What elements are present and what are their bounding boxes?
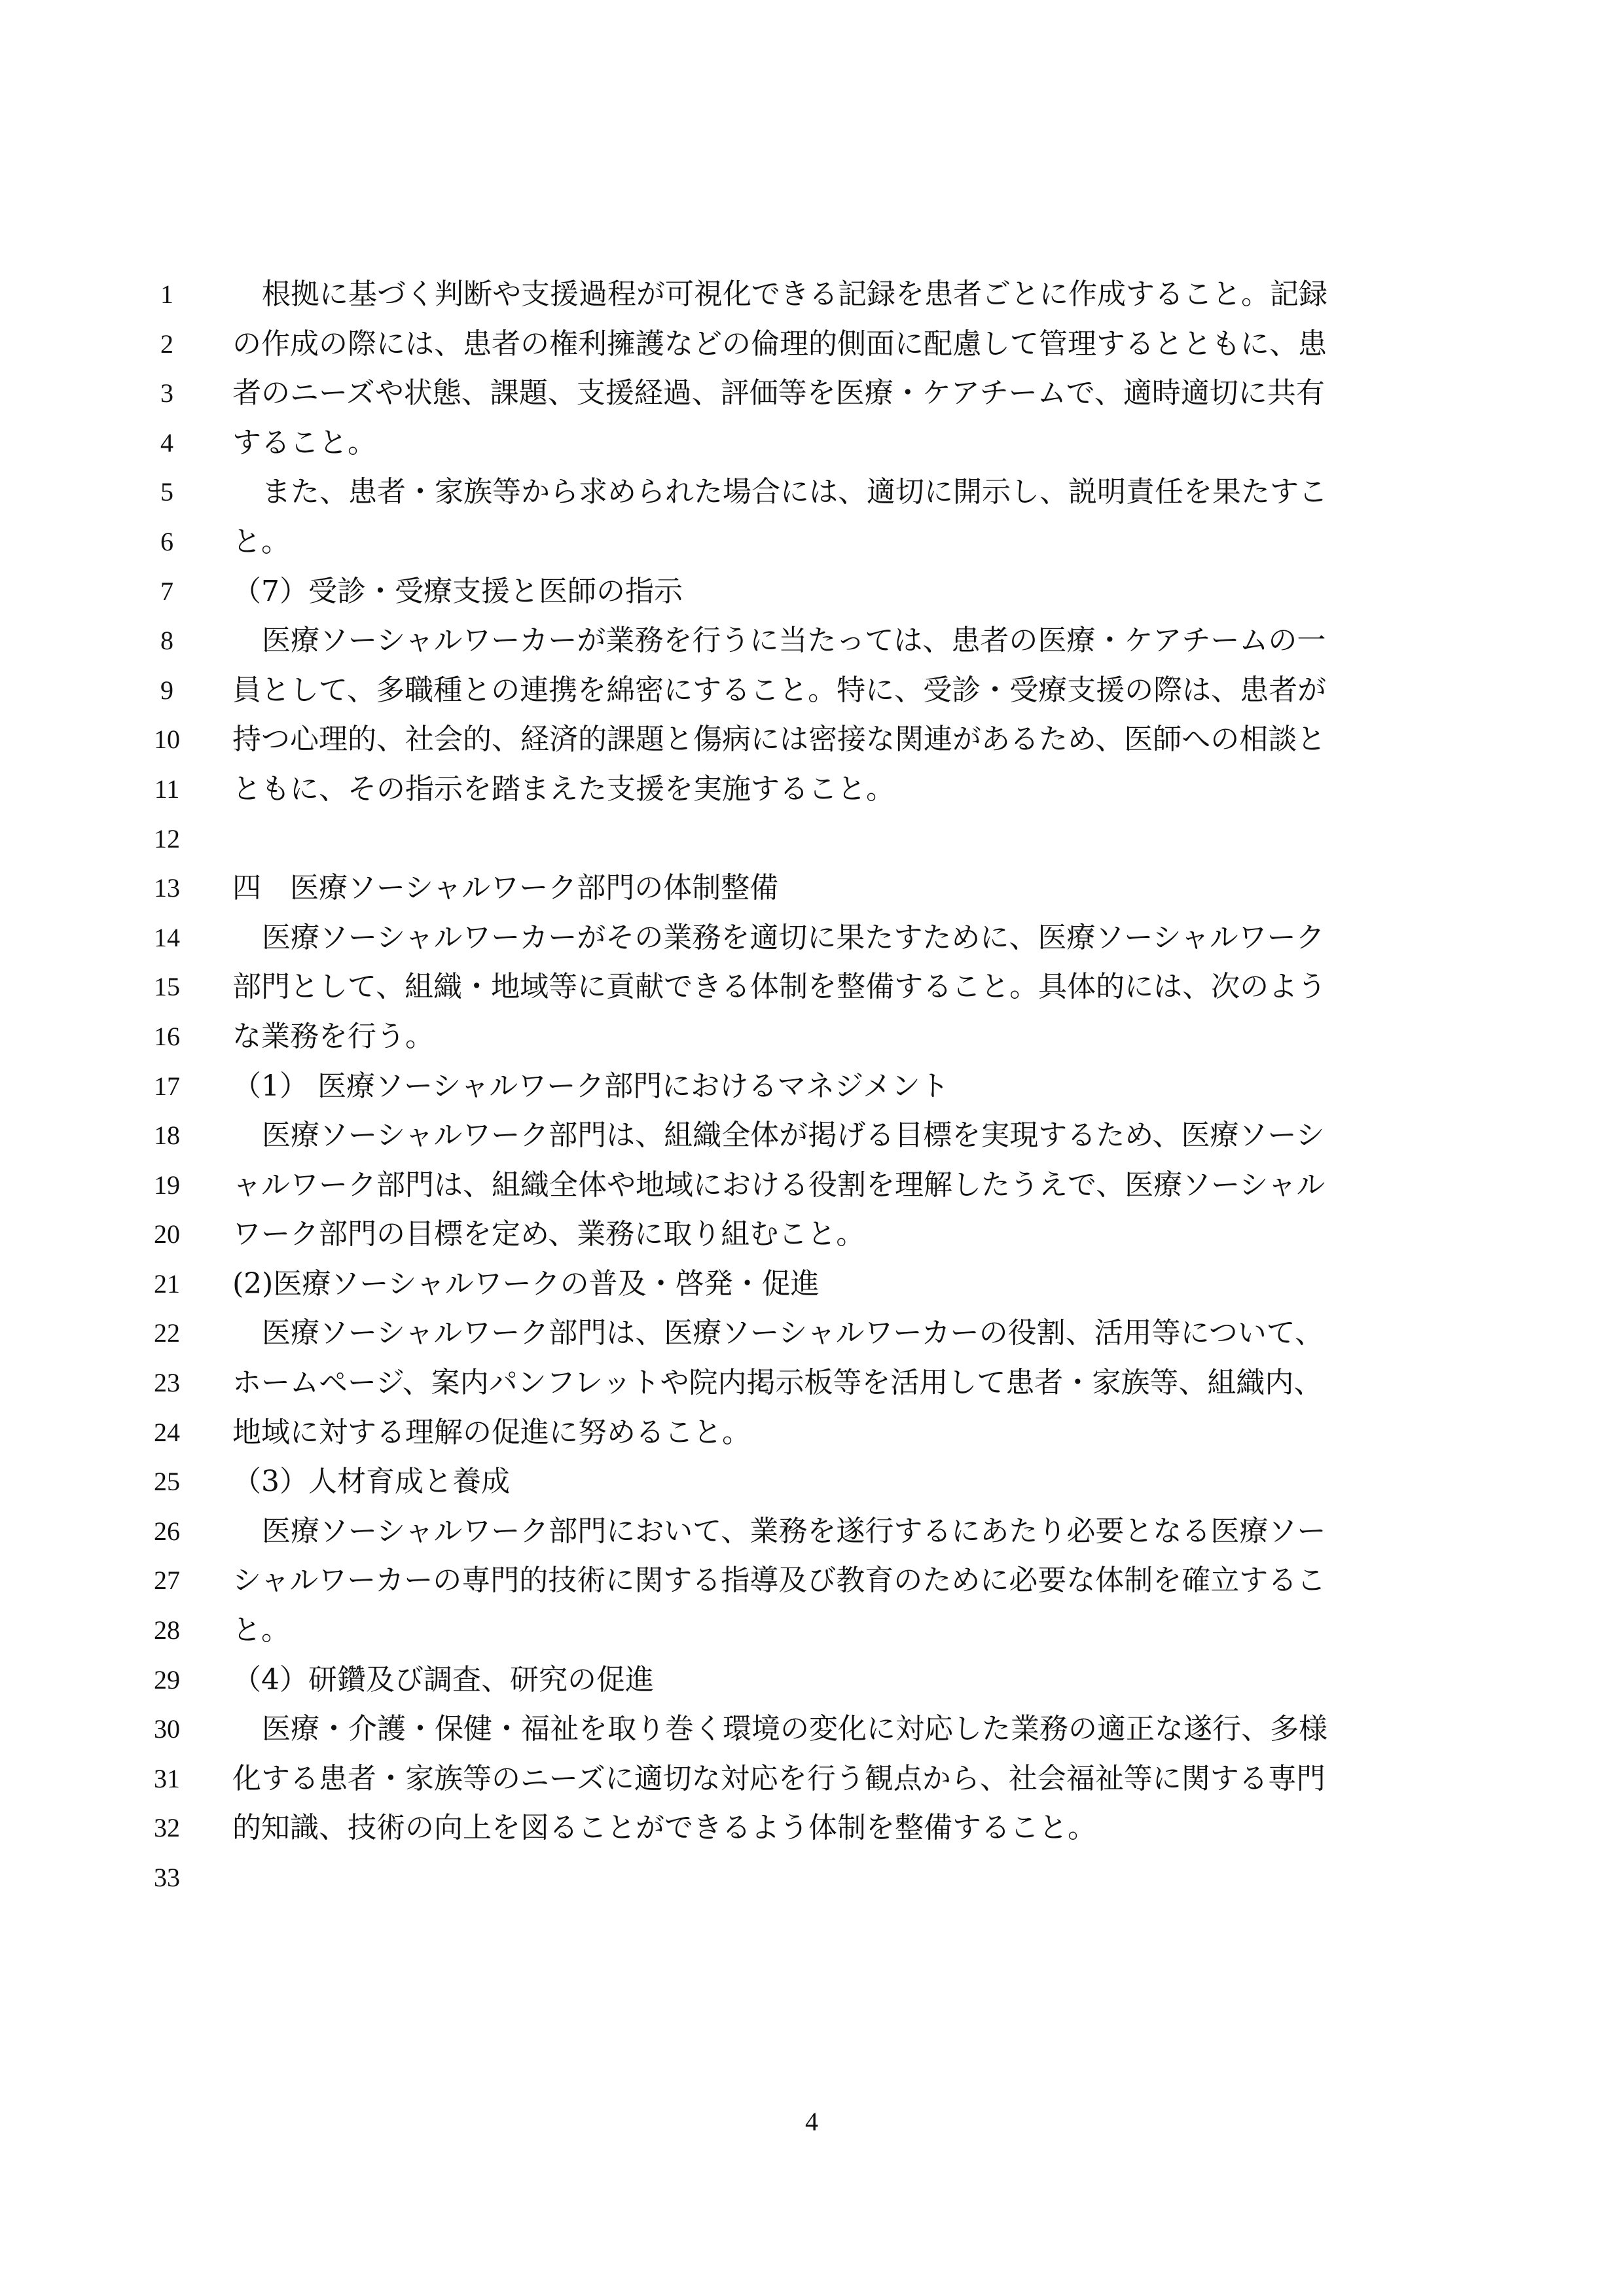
text-line-28 <box>0 1605 1624 1655</box>
text-line-4 <box>0 418 1624 468</box>
line-text: 者のニーズや状態、課題、支援経過、評価等を医療・ケアチームで、適時適切に共有 <box>232 376 1325 410</box>
line-number: 32 <box>154 1813 180 1843</box>
chapter-heading: 四 医療ソーシャルワーク部門の体制整備 <box>232 871 779 905</box>
line-number: 33 <box>154 1863 180 1892</box>
body-text <box>0 270 1624 1903</box>
text-line-21 <box>0 1259 1624 1309</box>
line-number: 8 <box>160 626 173 656</box>
text-line-13 <box>0 863 1624 913</box>
text-line-9 <box>0 666 1624 715</box>
line-text: 持つ心理的、社会的、経済的課題と傷病には密接な関連があるため、医師への相談と <box>232 723 1326 757</box>
line-text: 地域に対する理解の促進に努めること。 <box>232 1415 751 1449</box>
line-number: 14 <box>154 922 180 952</box>
line-number: 11 <box>154 774 180 804</box>
line-number: 23 <box>154 1368 180 1398</box>
line-number: 1 <box>160 279 173 309</box>
line-number: 9 <box>160 675 173 705</box>
line-text: ワーク部門の目標を定め、業務に取り組むこと。 <box>232 1217 865 1251</box>
line-text: 医療ソーシャルワーク部門において、業務を遂行するにあたり必要となる医療ソー <box>262 1514 1326 1548</box>
line-number: 3 <box>160 378 173 408</box>
text-line-6 <box>0 517 1624 567</box>
line-number: 6 <box>160 526 173 556</box>
line-text: 的知識、技術の向上を図ることができるよう体制を整備すること。 <box>232 1811 1096 1845</box>
section-heading: （7）受診・受療支援と医師の指示 <box>232 574 683 608</box>
line-number: 19 <box>154 1170 180 1200</box>
line-number: 7 <box>160 576 173 606</box>
text-line-23 <box>0 1358 1624 1408</box>
line-text: 医療ソーシャルワーク部門は、医療ソーシャルワーカーの役割、活用等について、 <box>262 1316 1324 1350</box>
line-number: 15 <box>154 972 180 1002</box>
line-text: また、患者・家族等から求められた場合には、適切に開示し、説明責任を果たすこ <box>262 475 1327 509</box>
text-line-8 <box>0 616 1624 666</box>
text-line-15 <box>0 962 1624 1012</box>
line-number: 2 <box>160 329 173 359</box>
line-text: シャルワーカーの専門的技術に関する指導及び教育のために必要な体制を確立するこ <box>232 1564 1326 1598</box>
text-line-1 <box>0 270 1624 319</box>
section-heading: (2)医療ソーシャルワークの普及・啓発・促進 <box>232 1266 820 1300</box>
line-number: 17 <box>154 1071 180 1101</box>
line-number: 31 <box>154 1763 180 1793</box>
text-line-10 <box>0 715 1624 764</box>
text-line-16 <box>0 1012 1624 1062</box>
line-text: の作成の際には、患者の権利擁護などの倫理的側面に配慮して管理するとともに、患 <box>232 327 1327 361</box>
line-text: ともに、その指示を踏まえた支援を実施すること。 <box>232 772 895 806</box>
line-text: 部門として、組織・地域等に貢献できる体制を整備すること。具体的には、次のよう <box>232 970 1327 1004</box>
text-line-30 <box>0 1704 1624 1754</box>
line-number: 28 <box>154 1615 180 1645</box>
section-heading: （4）研鑽及び調査、研究の促進 <box>232 1662 654 1696</box>
line-text: 医療ソーシャルワーク部門は、組織全体が掲げる目標を実現するため、医療ソーシ <box>262 1119 1325 1153</box>
text-line-32 <box>0 1803 1624 1853</box>
text-line-3 <box>0 368 1624 418</box>
section-heading: （1） 医療ソーシャルワーク部門におけるマネジメント <box>232 1069 949 1103</box>
text-line-27 <box>0 1556 1624 1605</box>
line-number: 26 <box>154 1516 180 1546</box>
text-line-20 <box>0 1210 1624 1259</box>
text-line-14 <box>0 913 1624 963</box>
text-line-24 <box>0 1408 1624 1458</box>
line-number: 13 <box>154 873 180 903</box>
text-line-26 <box>0 1507 1624 1556</box>
line-text: ホームページ、案内パンフレットや院内掲示板等を活用して患者・家族等、組織内、 <box>232 1366 1323 1400</box>
line-text: 員として、多職種との連携を綿密にすること。特に、受診・受療支援の際は、患者が <box>232 673 1327 707</box>
page-number: 4 <box>805 2107 818 2136</box>
line-text: と。 <box>232 524 290 558</box>
line-number: 21 <box>154 1268 180 1299</box>
line-number: 24 <box>154 1417 180 1447</box>
line-number: 20 <box>154 1219 180 1249</box>
line-number: 18 <box>154 1121 180 1151</box>
text-line-18 <box>0 1111 1624 1160</box>
line-number: 16 <box>154 1021 180 1051</box>
text-line-17 <box>0 1062 1624 1111</box>
text-line-19 <box>0 1160 1624 1210</box>
text-line-25 <box>0 1457 1624 1507</box>
text-line-7 <box>0 567 1624 617</box>
text-line-31 <box>0 1754 1624 1804</box>
line-number: 4 <box>160 427 173 457</box>
section-heading: （3）人材育成と養成 <box>232 1465 510 1499</box>
line-text: 医療ソーシャルワーカーが業務を行うに当たっては、患者の医療・ケアチームの一 <box>262 624 1326 658</box>
text-line-11 <box>0 764 1624 814</box>
line-text: な業務を行う。 <box>232 1019 434 1053</box>
text-line-5 <box>0 467 1624 517</box>
line-number: 30 <box>154 1714 180 1744</box>
line-number: 5 <box>160 477 173 507</box>
line-text: 医療ソーシャルワーカーがその業務を適切に果たすために、医療ソーシャルワーク <box>262 920 1325 954</box>
line-number: 12 <box>154 823 180 853</box>
line-number: 10 <box>154 725 180 755</box>
line-number: 27 <box>154 1566 180 1596</box>
line-number: 25 <box>154 1467 180 1497</box>
line-text: すること。 <box>232 425 376 459</box>
line-text: ャルワーク部門は、組織全体や地域における役割を理解したうえで、医療ソーシャル <box>232 1168 1326 1202</box>
line-text: 医療・介護・保健・福祉を取り巻く環境の変化に対応した業務の適正な遂行、多様 <box>262 1712 1327 1746</box>
line-number: 22 <box>154 1318 180 1348</box>
line-text: 化する患者・家族等のニーズに適切な対応を行う観点から、社会福祉等に関する専門 <box>232 1761 1326 1795</box>
text-line-2 <box>0 319 1624 369</box>
line-number: 29 <box>154 1664 180 1695</box>
text-line-29 <box>0 1655 1624 1705</box>
line-text: と。 <box>232 1613 290 1647</box>
text-line-12 <box>0 814 1624 864</box>
line-text: 根拠に基づく判断や支援過程が可視化できる記録を患者ごとに作成すること。記録 <box>262 278 1327 311</box>
text-line-33 <box>0 1853 1624 1903</box>
text-line-22 <box>0 1308 1624 1358</box>
